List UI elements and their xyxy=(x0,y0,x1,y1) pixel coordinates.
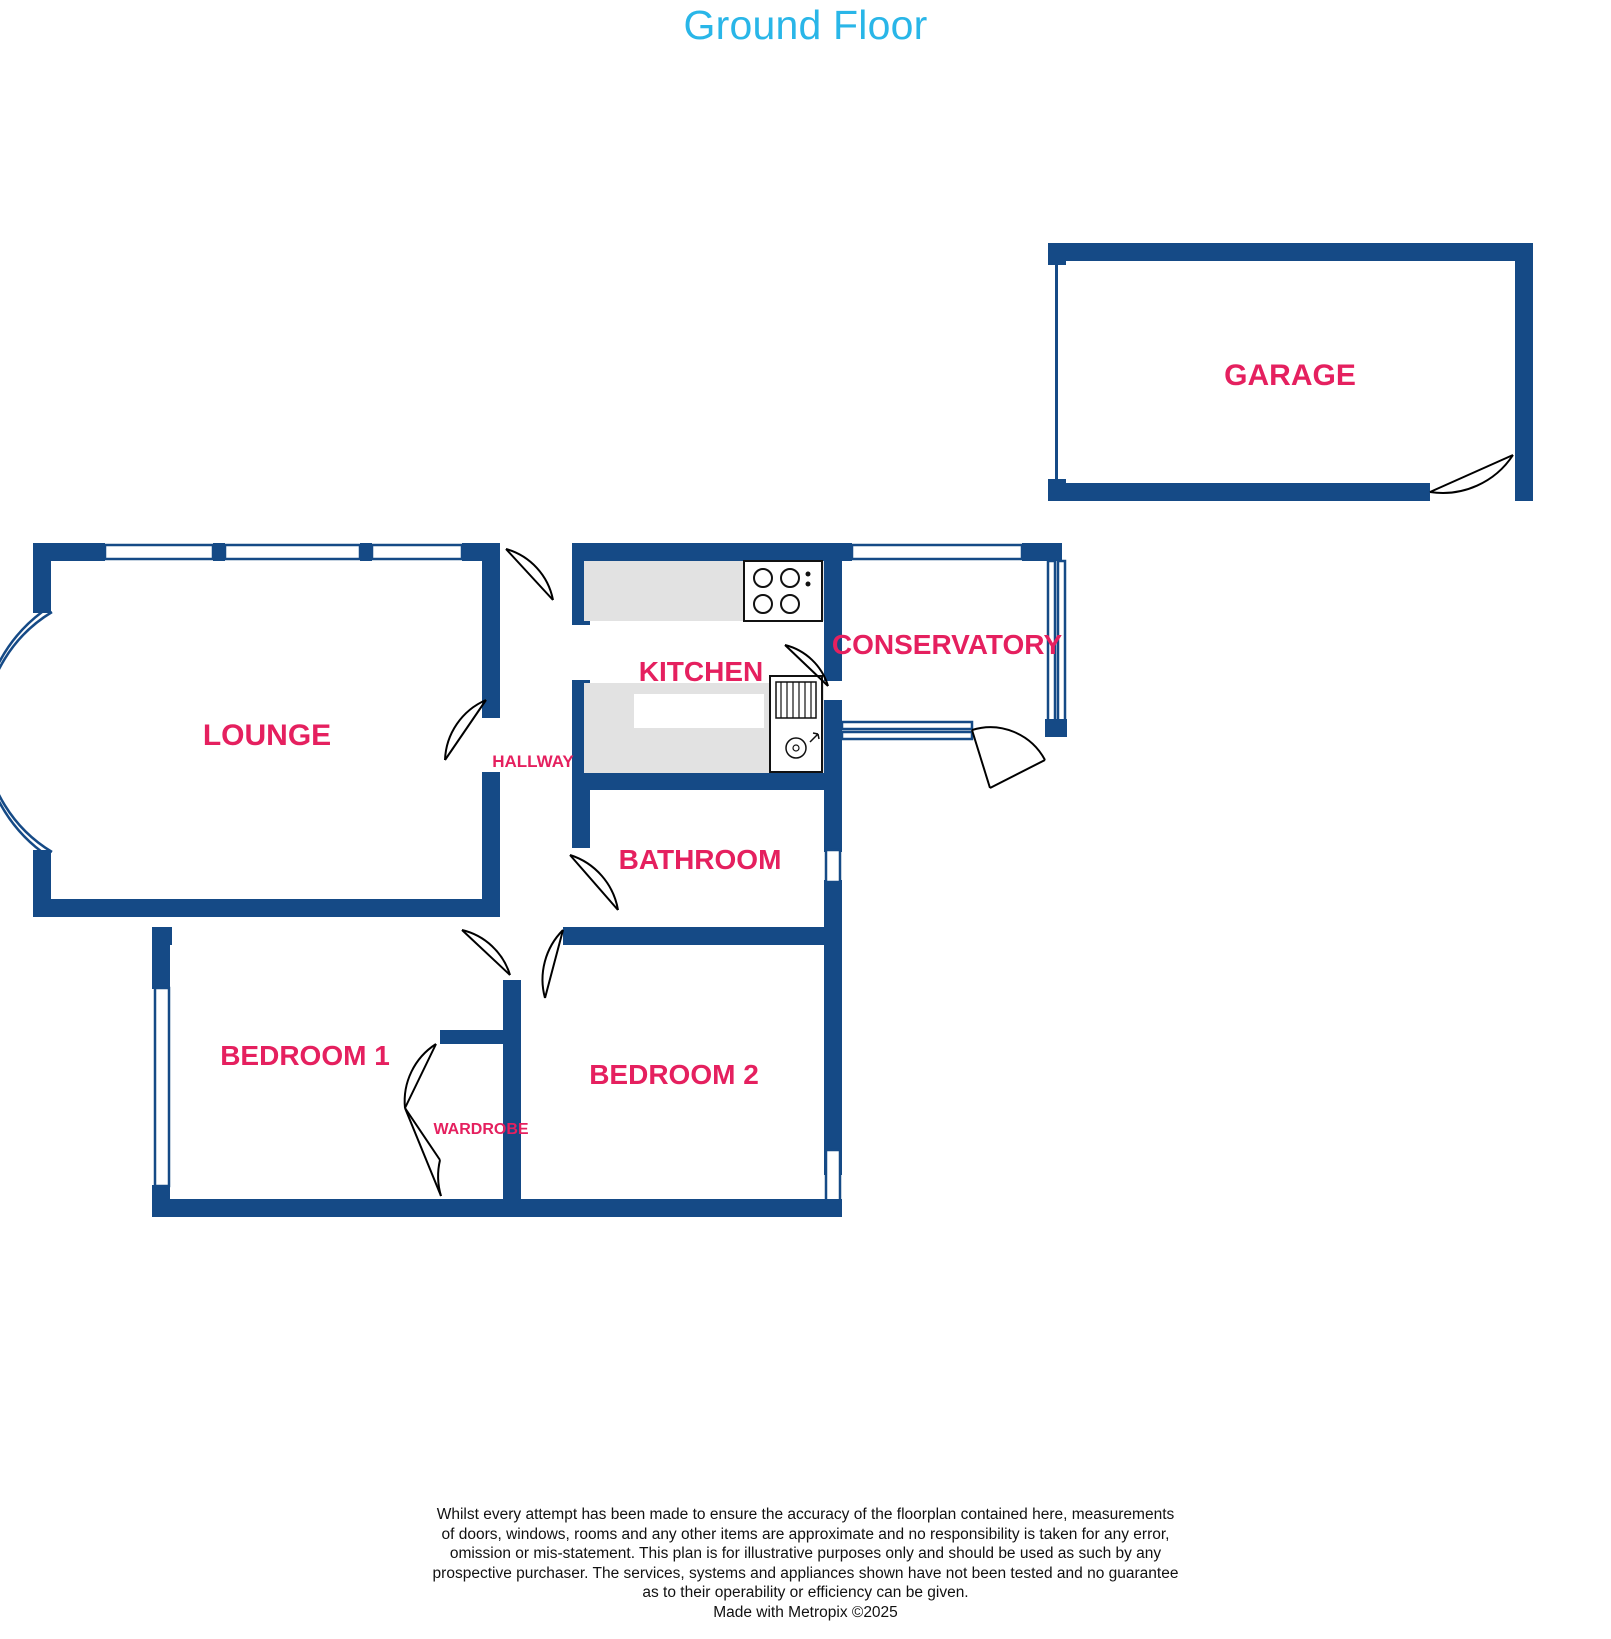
page-title: Ground Floor xyxy=(683,2,928,48)
hob-icon xyxy=(744,561,822,621)
disclaimer-line-5: as to their operability or efficiency can be given. xyxy=(642,1584,969,1601)
room-label-kitchen: KITCHEN xyxy=(638,656,764,687)
room-label-hallway: HALLWAY xyxy=(492,752,574,771)
disclaimer-line-2: of doors, windows, rooms and any other items are approximate and no responsibility is taken for any error, xyxy=(441,1525,1170,1543)
room-label-wardrobe: WARDROBE xyxy=(433,1121,529,1138)
room-label-conservatory: CONSERVATORY xyxy=(831,629,1063,660)
room-label-bedroom-1: BEDROOM 1 xyxy=(220,1040,390,1071)
disclaimer xyxy=(0,1505,1611,1622)
disclaimer-line-3: omission or mis-statement. This plan is for illustrative purposes only and should be used as such by any xyxy=(449,1545,1162,1562)
room-label-garage: GARAGE xyxy=(1224,359,1356,392)
sink-icon xyxy=(770,676,822,772)
room-label-bathroom: BATHROOM xyxy=(618,844,782,875)
made-with-credit: Made with Metropix ©2025 xyxy=(713,1603,898,1621)
disclaimer-line-1: Whilst every attempt has been made to ensure the accuracy of the floorplan contained here, measurements xyxy=(436,1506,1175,1523)
room-label-bedroom-2: BEDROOM 2 xyxy=(589,1059,759,1090)
room-label-lounge: LOUNGE xyxy=(202,719,332,752)
disclaimer-line-4: prospective purchaser. The services, systems and appliances shown have not been tested and no guarantee xyxy=(432,1564,1179,1582)
